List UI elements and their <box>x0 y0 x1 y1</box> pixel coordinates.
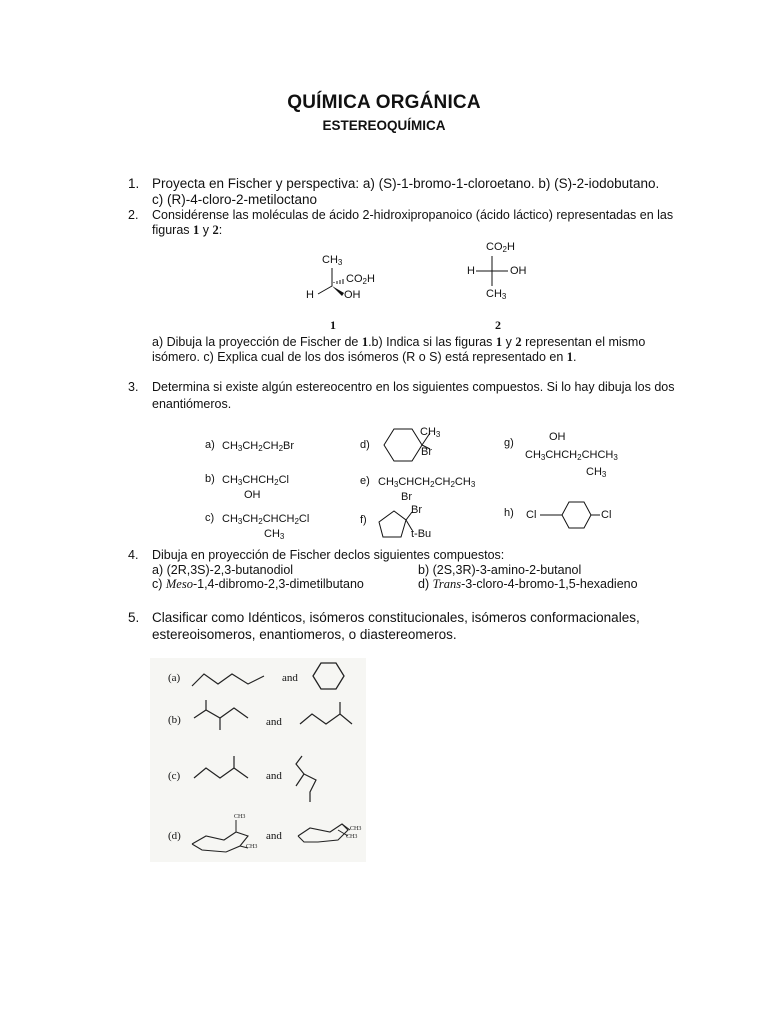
q5-row-a-and: and <box>282 672 298 684</box>
q3-d-ch3: $CH_3$ <box>420 426 441 439</box>
q4-item-d: d) Trans-3-cloro-4-bromo-1,5-hexadieno <box>418 577 638 591</box>
q5-row-d-label: (d) <box>168 830 181 842</box>
q2-answer-line2: isómero. c) Explica cual de los dos isómeros (R o S) está representado en 1. <box>152 350 577 364</box>
q2-line2: figuras 1 y 2: <box>152 223 223 237</box>
q4-line1: Dibuja en proyección de Fischer declos siguientes compuestos: <box>152 548 505 562</box>
q3-compound-e-sub: Br <box>401 491 412 503</box>
q3-line1: Determina si existe algún estereocentro en los siguientes compuestos. Si lo hay dibuja los dos <box>152 380 675 394</box>
q3-compound-g-top: OH <box>549 431 566 443</box>
q3-label-e: e) <box>360 475 370 487</box>
q3-h-cl-right: Cl <box>601 509 612 521</box>
q3-label-g: g) <box>504 437 514 449</box>
lactic-acid-figure <box>280 238 530 328</box>
q3-label-c: c) <box>205 512 215 524</box>
q5-row-b-label: (b) <box>168 714 181 726</box>
q5-row-c-label: (c) <box>168 770 181 782</box>
q3-compound-e: $CH_3CHCH_2CH_2CH_3$ <box>378 476 476 489</box>
q3-compound-g-sub: $CH_3$ <box>586 466 607 479</box>
fig1-co2h: $CO_2H$ <box>346 273 375 286</box>
fig1-label: 1 <box>330 318 336 332</box>
q3-label-f: f) <box>360 514 367 526</box>
q5-line-structures <box>150 658 366 862</box>
q3-f-tbu: t-Bu <box>411 528 432 540</box>
q3-compound-b-sub: OH <box>244 489 261 501</box>
q5-line2: estereoisomeros, enantiomeros, o diastereomeros. <box>152 627 457 642</box>
fig2-ch3: $CH_3$ <box>486 288 507 301</box>
q3-h-cl-left: Cl <box>526 509 537 521</box>
q3-compound-c-sub: $CH_3$ <box>264 528 285 541</box>
fig1-oh: OH <box>344 289 361 301</box>
q5-row-c-and: and <box>266 770 282 782</box>
q1-line1: Proyecta en Fischer y perspectiva: a) (S)-1-bromo-1-cloroetano. b) (S)-2-iodobutano. <box>152 176 660 191</box>
fig2-co2h: $CO_2H$ <box>486 241 515 254</box>
q5-d-ch3-bottom: CH3 <box>246 844 258 850</box>
fig2-oh: OH <box>510 265 527 277</box>
q3-d-br: Br <box>421 446 432 458</box>
cyclohexane-ring <box>374 424 454 468</box>
q3-compound-b: $CH_3CHCH_2Cl$ <box>222 474 289 487</box>
q3-number: 3. <box>128 380 139 394</box>
dichlorocyclohexane-ring <box>524 496 634 536</box>
q3-compound-a: $CH_3CH_2CH_2Br$ <box>222 440 295 453</box>
page-subtitle: ESTEREOQUÍMICA <box>322 118 446 133</box>
q3-compound-c: $CH_3CH_2CHCH_2Cl$ <box>222 513 310 526</box>
q4-item-c: c) Meso-1,4-dibromo-2,3-dimetilbutano <box>152 577 364 591</box>
q5-d-ch3-right-1: CH3 <box>350 826 362 832</box>
q3-structure-f <box>372 504 452 548</box>
fig2-label: 2 <box>495 318 501 332</box>
fig2-h: H <box>467 265 475 277</box>
q4-item-b: b) (2S,3R)-3-amino-2-butanol <box>418 563 582 577</box>
q3-structure-d <box>374 424 454 468</box>
q3-line2: enantiómeros. <box>152 397 232 411</box>
q5-row-b-and: and <box>266 716 282 728</box>
q5-d-ch3-right-2: CH3 <box>346 834 358 840</box>
q5-d-ch3-top: CH3 <box>234 814 246 820</box>
q2-number: 2. <box>128 208 139 222</box>
q5-row-d-and: and <box>266 830 282 842</box>
q4-item-a: a) (2R,3S)-2,3-butanodiol <box>152 563 294 577</box>
q3-structure-h <box>524 496 634 536</box>
q2-line1: Considérense las moléculas de ácido 2-hidroxipropanoico (ácido láctico) representadas en las <box>152 208 674 222</box>
q5-number: 5. <box>128 610 140 625</box>
fig1-h: H <box>306 289 314 301</box>
q5-row-a-label: (a) <box>168 672 181 684</box>
q1-number: 1. <box>128 176 140 191</box>
q5-line1: Clasificar como Idénticos, isómeros constitucionales, isómeros conformacionales, <box>152 610 640 625</box>
q5-structures-panel <box>150 658 366 862</box>
q3-f-br: Br <box>411 504 422 516</box>
q3-label-a: a) <box>205 439 215 451</box>
q2-answer-line1: a) Dibuja la proyección de Fischer de 1.b) Indica si las figuras 1 y 2 representan el mismo <box>152 335 646 349</box>
q3-label-d: d) <box>360 439 370 451</box>
q1-line2: c) (R)-4-cloro-2-metiloctano <box>152 192 318 207</box>
q3-label-b: b) <box>205 473 215 485</box>
page-title: QUÍMICA ORGÁNICA <box>287 92 481 113</box>
q3-compound-g: $CH_3CHCH_2CHCH_3$ <box>525 449 618 462</box>
fig1-ch3: $CH_3$ <box>322 254 343 267</box>
q3-label-h: h) <box>504 507 514 519</box>
q4-number: 4. <box>128 548 139 562</box>
